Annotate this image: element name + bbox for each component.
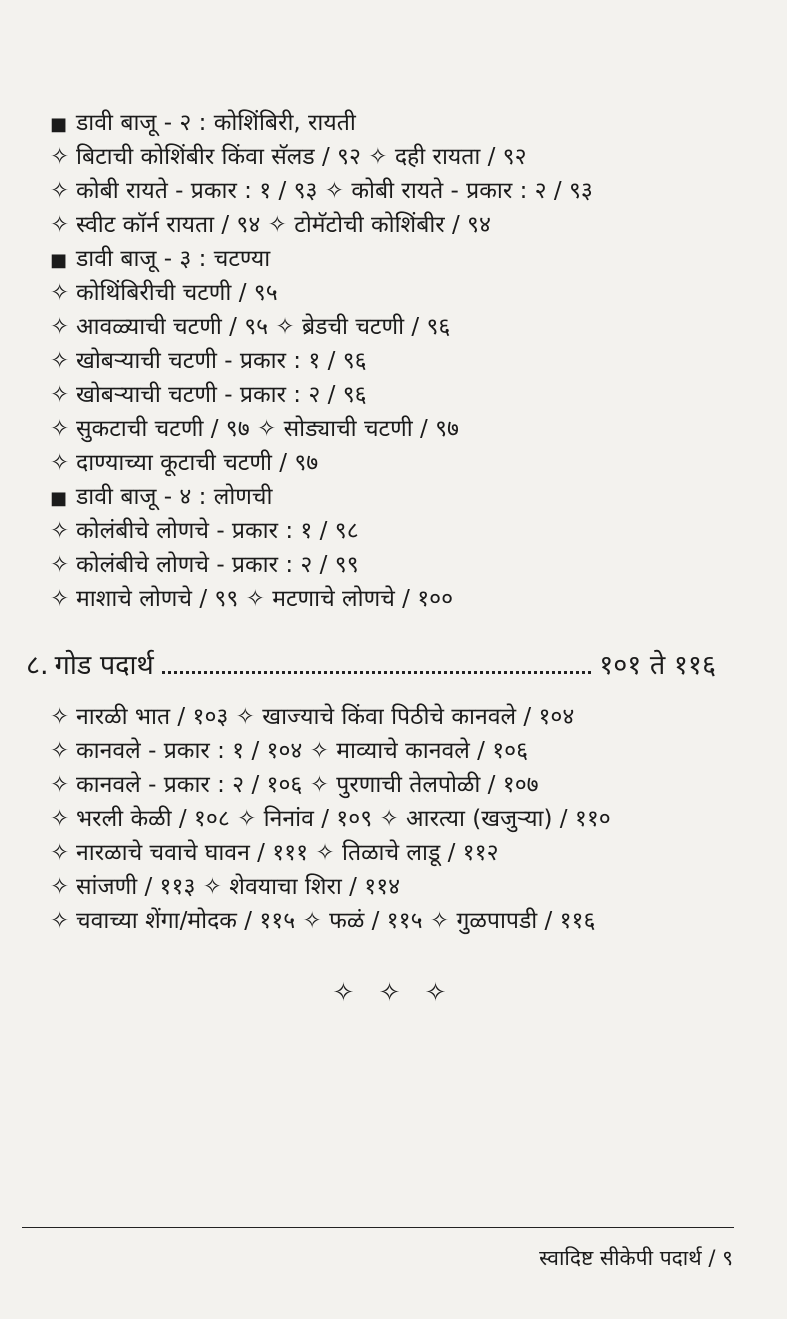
diamond-star-icon: ✧: [50, 704, 70, 730]
dot-leader: [162, 651, 591, 674]
list-item: [50, 140, 750, 174]
diamond-star-icon: ✧: [50, 518, 70, 544]
chapter-title: गोड पदार्थ: [54, 650, 154, 681]
diamond-star-icon: ✧: [50, 280, 70, 306]
list-item: [50, 514, 750, 548]
item-text: कोलंबीचे लोणचे - प्रकार : २ / ९९: [76, 552, 359, 578]
list-item: [50, 836, 750, 870]
item-text: नारळाचे चवाचे घावन / १११ ✧ तिळाचे लाडू / ११२: [76, 840, 499, 866]
item-text: खोबऱ्याची चटणी - प्रकार : १ / ९६: [76, 348, 367, 374]
heading-text: डावी बाजू - ३ : चटण्या: [76, 246, 271, 272]
item-text: सुकटाची चटणी / ९७ ✧ सोड्याची चटणी / ९७: [76, 416, 460, 442]
item-text: बिटाची कोशिंबीर किंवा सॅलड / ९२ ✧ दही रायता / ९२: [76, 144, 527, 170]
list-item: [50, 582, 750, 616]
chapter-heading: [26, 648, 716, 684]
item-text: कोबी रायते - प्रकार : १ / ९३ ✧ कोबी रायते - प्रकार : २ / ९३: [76, 178, 593, 204]
diamond-star-icon: ✧: [50, 908, 70, 934]
diamond-star-icon: ✧: [50, 772, 70, 798]
item-text: नारळी भात / १०३ ✧ खाज्याचे किंवा पिठीचे कानवले / १०४: [76, 704, 575, 730]
item-text: माशाचे लोणचे / ९९ ✧ मटणाचे लोणचे / १००: [76, 586, 454, 612]
item-text: कोथिंबिरीची चटणी / ९५: [76, 280, 278, 306]
list-item: [50, 734, 750, 768]
section-heading: [50, 106, 750, 140]
chapter-number: ८.: [26, 650, 49, 681]
diamond-star-icon: ✧: [50, 314, 70, 340]
list-item: [50, 344, 750, 378]
diamond-star-icon: ✧: [50, 840, 70, 866]
diamond-star-icon: ✧: [50, 212, 70, 238]
diamond-star-icon: ✧: [50, 382, 70, 408]
section-heading: [50, 480, 750, 514]
heading-text: डावी बाजू - २ : कोशिंबिरी, रायती: [76, 110, 356, 136]
section-heading: [50, 242, 750, 276]
chapter-pages: १०१ ते ११६: [599, 650, 716, 681]
ornament-stars: ✧ ✧ ✧: [332, 978, 455, 1008]
footer-rule: [22, 1227, 734, 1228]
diamond-star-icon: ✧: [50, 416, 70, 442]
diamond-star-icon: ✧: [50, 806, 70, 832]
page-footer: स्वादिष्ट सीकेपी पदार्थ / ९: [539, 1246, 733, 1270]
item-text: कानवले - प्रकार : २ / १०६ ✧ पुरणाची तेलपोळी / १०७: [76, 772, 539, 798]
list-item: [50, 310, 750, 344]
list-item: [50, 412, 750, 446]
black-square-icon: ■: [50, 250, 68, 271]
list-item: [50, 768, 750, 802]
contents-list-top: [50, 106, 750, 616]
list-item: [50, 802, 750, 836]
item-text: खोबऱ्याची चटणी - प्रकार : २ / ९६: [76, 382, 367, 408]
item-text: कानवले - प्रकार : १ / १०४ ✧ माव्याचे कानवले / १०६: [76, 738, 529, 764]
diamond-star-icon: ✧: [50, 144, 70, 170]
diamond-star-icon: ✧: [50, 348, 70, 374]
item-text: सांजणी / ११३ ✧ शेवयाचा शिरा / ११४: [76, 874, 401, 900]
diamond-star-icon: ✧: [50, 450, 70, 476]
list-item: [50, 700, 750, 734]
black-square-icon: ■: [50, 114, 68, 135]
black-square-icon: ■: [50, 488, 68, 509]
item-text: चवाच्या शेंगा/मोदक / ११५ ✧ फळं / ११५ ✧ गुळपापडी / ११६: [76, 908, 596, 934]
list-item: [50, 378, 750, 412]
diamond-star-icon: ✧: [50, 586, 70, 612]
list-item: [50, 276, 750, 310]
list-item: [50, 870, 750, 904]
item-text: स्वीट कॉर्न रायता / ९४ ✧ टोमॅटोची कोशिंबीर / ९४: [76, 212, 491, 238]
list-item: [50, 174, 750, 208]
diamond-star-icon: ✧: [50, 552, 70, 578]
item-text: कोलंबीचे लोणचे - प्रकार : १ / ९८: [76, 518, 359, 544]
list-item: [50, 548, 750, 582]
item-text: दाण्याच्या कूटाची चटणी / ९७: [76, 450, 319, 476]
diamond-star-icon: ✧: [50, 178, 70, 204]
item-text: भरली केळी / १०८ ✧ निनांव / १०९ ✧ आरत्या (खजुऱ्या) / ११०: [76, 806, 611, 832]
item-text: आवळ्याची चटणी / ९५ ✧ ब्रेडची चटणी / ९६: [76, 314, 451, 340]
list-item: [50, 446, 750, 480]
heading-text: डावी बाजू - ४ : लोणची: [76, 484, 273, 510]
list-item: [50, 904, 750, 938]
list-item: [50, 208, 750, 242]
diamond-star-icon: ✧: [50, 738, 70, 764]
contents-list-bottom: [50, 700, 750, 938]
diamond-star-icon: ✧: [50, 874, 70, 900]
